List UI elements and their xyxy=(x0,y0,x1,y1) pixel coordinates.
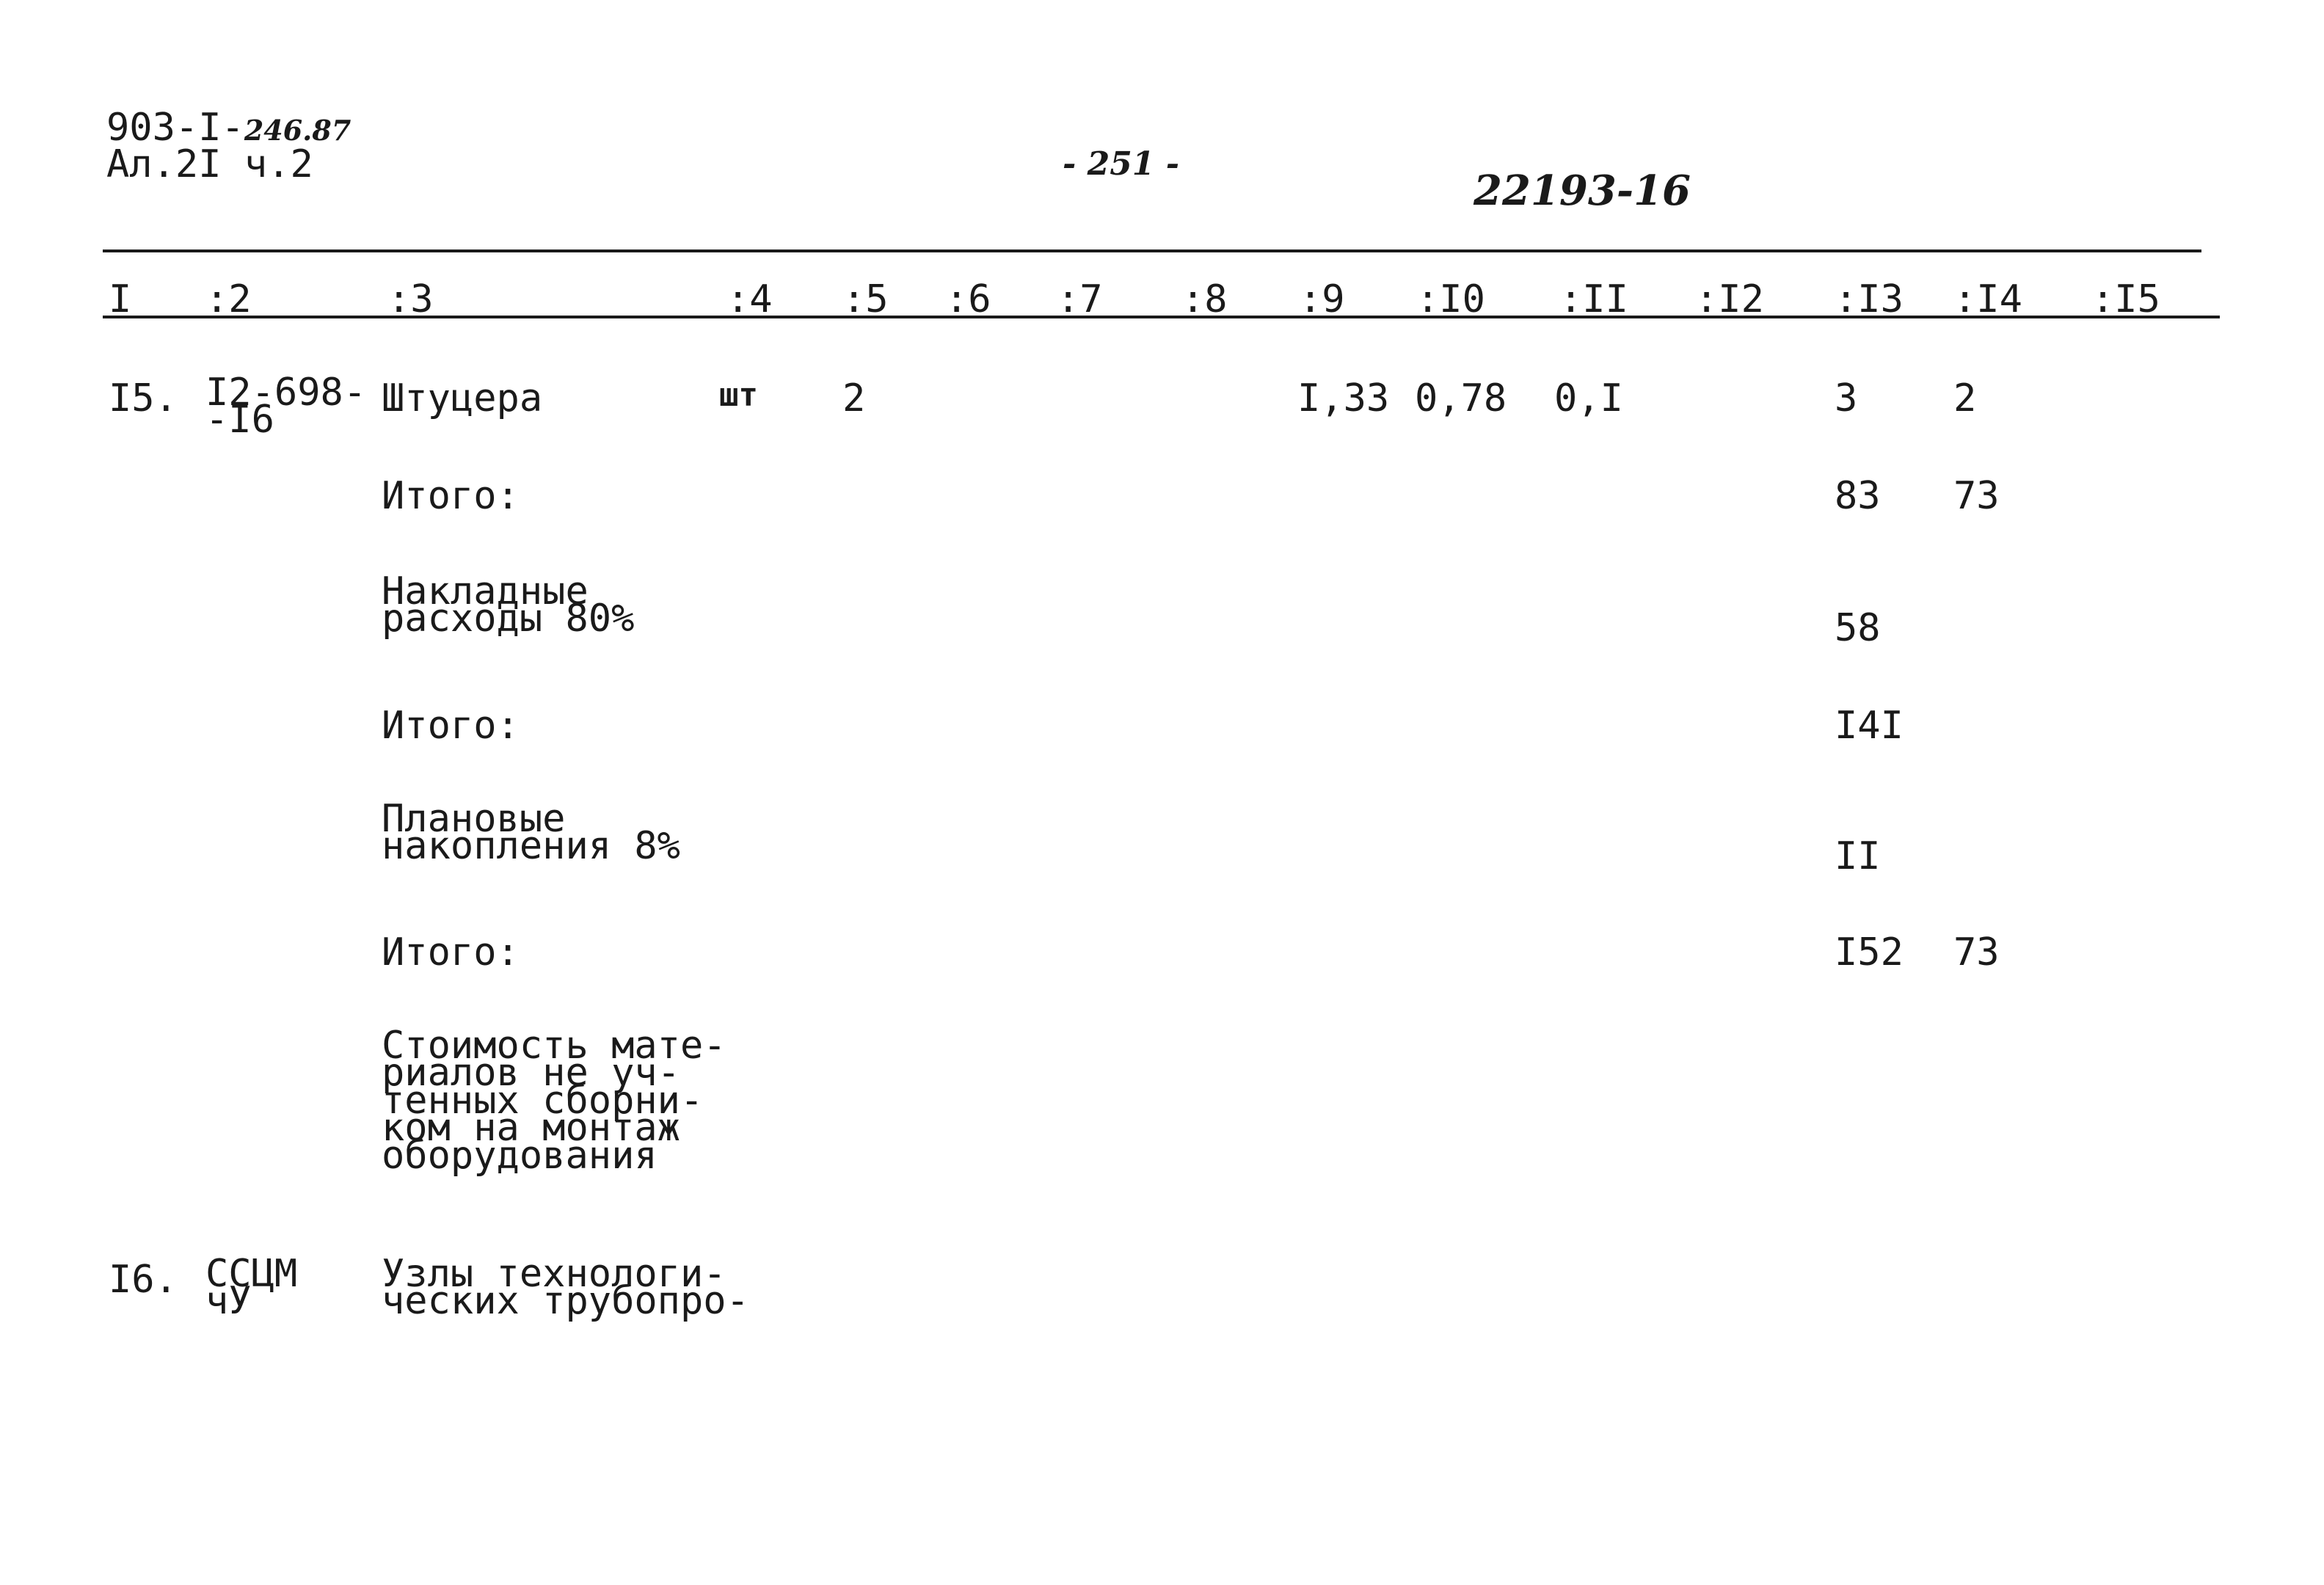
col-header-13: :I3 xyxy=(1835,277,1904,321)
col-header-4: :4 xyxy=(726,277,773,321)
item15-qty: 2 xyxy=(842,376,866,420)
planned-savings-col13: II xyxy=(1835,834,1881,878)
col-header-14: :I4 xyxy=(1953,277,2022,321)
col-header-6: :6 xyxy=(945,277,991,321)
item15-col10: 0,78 xyxy=(1415,376,1507,420)
overhead-label: Накладные расходы 80% xyxy=(382,569,635,641)
col-header-5: :5 xyxy=(842,277,889,321)
subtotal-label: Итого: xyxy=(382,704,520,748)
grand-total-col13: I52 xyxy=(1835,930,1904,974)
page-number: - 251 - xyxy=(1063,145,1180,183)
planned-savings-label: Плановые накопления 8% xyxy=(382,797,680,869)
total-col13: 83 xyxy=(1835,474,1881,518)
item16-name: Узлы технологи- ческих трубопро- xyxy=(382,1252,749,1324)
col-header-9: :9 xyxy=(1299,277,1345,321)
series-code xyxy=(106,106,351,150)
item15-col14: 2 xyxy=(1953,376,1977,420)
col-header-8: :8 xyxy=(1181,277,1228,321)
grand-total-label: Итого: xyxy=(382,930,520,974)
col-header-11: :II xyxy=(1559,277,1628,321)
item15-unit: шт xyxy=(719,376,758,414)
item15-name: Штуцера xyxy=(382,376,543,420)
document-number: 22193-16 xyxy=(1474,167,1691,215)
total-label: Итого: xyxy=(382,474,520,518)
grand-total-col14: 73 xyxy=(1953,930,2000,974)
item15-col11: 0,I xyxy=(1554,376,1623,420)
subtotal-col13: I4I xyxy=(1835,704,1904,748)
col-header-15: :I5 xyxy=(2091,277,2160,321)
item15-col9: I,33 xyxy=(1297,376,1390,420)
col-header-7: :7 xyxy=(1057,277,1103,321)
col-header-3: :3 xyxy=(387,277,434,321)
item15-number: I5. xyxy=(109,376,178,420)
col-header-10: :I0 xyxy=(1416,277,1485,321)
item16-number: I6. xyxy=(109,1258,178,1302)
col-header-2: :2 xyxy=(205,277,252,321)
overhead-col13: 58 xyxy=(1835,606,1881,650)
item15-code: I2-698- -I6 xyxy=(205,371,367,442)
series-handwritten-suffix: 246.87 xyxy=(244,114,351,147)
materials-note: Стоимость мате- риалов не уч- тенных сборни- ком на монтаж оборудования xyxy=(382,1024,726,1178)
total-col14: 73 xyxy=(1953,474,2000,518)
top-rule xyxy=(103,249,2201,252)
album-label: Ал.2I ч.2 xyxy=(106,142,313,186)
item15-col13: 3 xyxy=(1835,376,1858,420)
series-prefix: 903-I- xyxy=(106,106,244,150)
item16-code: ССЦМ чУ xyxy=(205,1252,298,1324)
col-header-1: I xyxy=(109,277,132,321)
col-header-12: :I2 xyxy=(1695,277,1764,321)
